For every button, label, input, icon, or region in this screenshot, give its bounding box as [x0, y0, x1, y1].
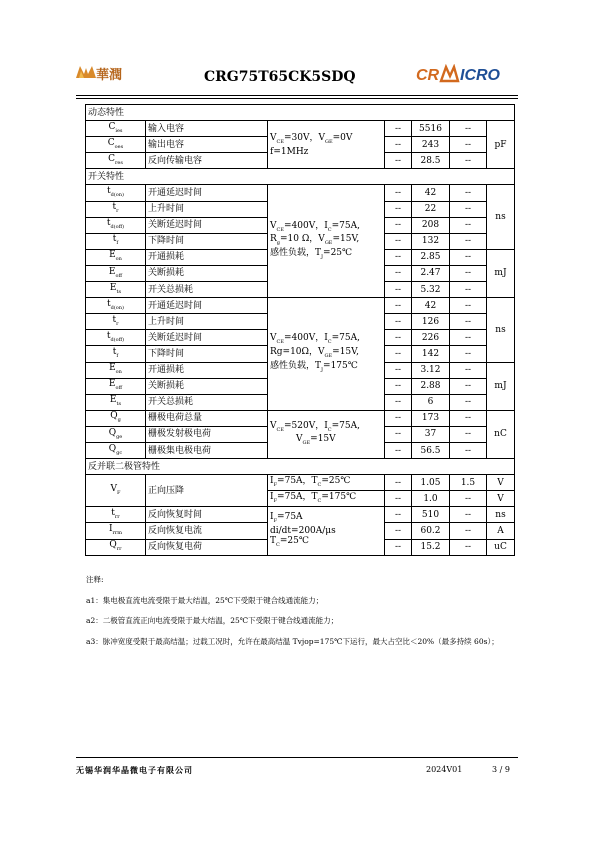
min-cell: --	[385, 330, 412, 346]
unit-cell: mJ	[487, 249, 515, 297]
min-cell: --	[385, 491, 412, 507]
typ-cell: 208	[412, 217, 450, 233]
symbol-cell: $E_{off}$	[86, 265, 146, 281]
param-name: 反向传输电容	[146, 153, 268, 169]
max-cell: --	[450, 330, 487, 346]
condition-cell: $I_F=75A$，$T_C=25℃$	[268, 475, 385, 491]
table-row	[86, 298, 515, 314]
table-row	[86, 121, 515, 137]
param-name: 关断损耗	[146, 265, 268, 281]
min-cell: --	[385, 378, 412, 394]
symbol-cell: $t_{d(on)}$	[86, 185, 146, 201]
typ-cell: 37	[412, 426, 450, 442]
min-cell: --	[385, 362, 412, 378]
condition-cell: $V_{CE}=400V$，$I_C=75A$, Rg=10Ω，$V_{GE}=15V$, 感性负载，$T_J=175℃$	[268, 298, 385, 411]
min-cell: --	[385, 539, 412, 555]
param-name: 反向恢复电流	[146, 523, 268, 539]
min-cell: --	[385, 475, 412, 491]
min-cell: --	[385, 346, 412, 362]
symbol-cell: $C_{ies}$	[86, 121, 146, 137]
typ-cell: 173	[412, 410, 450, 426]
symbol-cell: $E_{on}$	[86, 249, 146, 265]
symbol-cell: $E_{on}$	[86, 362, 146, 378]
typ-cell: 15.2	[412, 539, 450, 555]
unit-cell: ns	[487, 507, 515, 523]
min-cell: --	[385, 426, 412, 442]
typ-cell: 2.47	[412, 265, 450, 281]
max-cell: 1.5	[450, 475, 487, 491]
typ-cell: 22	[412, 201, 450, 217]
symbol-cell: $Q_{rr}$	[86, 539, 146, 555]
unit-cell: pF	[487, 121, 515, 169]
typ-cell: 126	[412, 314, 450, 330]
param-name: 反向恢复电荷	[146, 539, 268, 555]
param-name: 开关总损耗	[146, 394, 268, 410]
unit-cell: mJ	[487, 362, 515, 410]
symbol-cell: $E_{ts}$	[86, 282, 146, 298]
min-cell: --	[385, 523, 412, 539]
unit-cell: uC	[487, 539, 515, 555]
crmicro-logo-icon	[416, 64, 516, 86]
symbol-cell: $E_{off}$	[86, 378, 146, 394]
param-name: 关断延迟时间	[146, 330, 268, 346]
max-cell: --	[450, 491, 487, 507]
param-name: 输入电容	[146, 121, 268, 137]
typ-cell: 3.12	[412, 362, 450, 378]
typ-cell: 2.88	[412, 378, 450, 394]
symbol-cell: $t_{d(on)}$	[86, 298, 146, 314]
max-cell: --	[450, 185, 487, 201]
typ-cell: 142	[412, 346, 450, 362]
max-cell: --	[450, 121, 487, 137]
typ-cell: 42	[412, 298, 450, 314]
table-row	[86, 507, 515, 523]
param-name: 栅极电荷总量	[146, 410, 268, 426]
typ-cell: 28.5	[412, 153, 450, 169]
spec-table	[85, 104, 515, 556]
min-cell: --	[385, 249, 412, 265]
max-cell: --	[450, 346, 487, 362]
param-name: 栅极集电极电荷	[146, 442, 268, 458]
min-cell: --	[385, 185, 412, 201]
param-name: 上升时间	[146, 201, 268, 217]
max-cell: --	[450, 362, 487, 378]
param-name: 开关总损耗	[146, 282, 268, 298]
symbol-cell: $t_{rr}$	[86, 507, 146, 523]
max-cell: --	[450, 137, 487, 153]
param-name: 正向压降	[146, 475, 268, 507]
max-cell: --	[450, 282, 487, 298]
max-cell: --	[450, 217, 487, 233]
typ-cell: 510	[412, 507, 450, 523]
unit-cell: A	[487, 523, 515, 539]
max-cell: --	[450, 153, 487, 169]
max-cell: --	[450, 523, 487, 539]
max-cell: --	[450, 378, 487, 394]
min-cell: --	[385, 217, 412, 233]
typ-cell: 243	[412, 137, 450, 153]
param-name: 下降时间	[146, 346, 268, 362]
symbol-cell: $t_r$	[86, 201, 146, 217]
unit-cell: ns	[487, 298, 515, 362]
unit-cell: ns	[487, 185, 515, 249]
min-cell: --	[385, 153, 412, 169]
symbol-cell: $V_F$	[86, 475, 146, 507]
symbol-cell: $I_{rrm}$	[86, 523, 146, 539]
huarun-logo-icon	[76, 62, 96, 80]
max-cell: --	[450, 314, 487, 330]
condition-cell: $V_{CE}=520V$，$I_C=75A$, $V_{GE}=15V$	[268, 410, 385, 458]
param-name: 反向恢复时间	[146, 507, 268, 523]
typ-cell: 5516	[412, 121, 450, 137]
page-number: 3 / 9	[492, 765, 510, 774]
symbol-cell: $Q_g$	[86, 410, 146, 426]
max-cell: --	[450, 507, 487, 523]
svg-text:CR: CR	[416, 67, 440, 84]
param-name: 关断延迟时间	[146, 217, 268, 233]
symbol-cell: $Q_{gc}$	[86, 442, 146, 458]
condition-cell: $I_F=75A$ di/dt=200A/μs $T_C=25℃$	[268, 507, 385, 555]
min-cell: --	[385, 233, 412, 249]
symbol-cell: $C_{oes}$	[86, 137, 146, 153]
max-cell: --	[450, 394, 487, 410]
huarun-logo	[76, 62, 136, 82]
table-row	[86, 185, 515, 201]
section-diode: 反并联二极管特性	[86, 459, 515, 475]
condition-cell: $I_F=75A$，$T_C=175℃$	[268, 491, 385, 507]
max-cell: --	[450, 265, 487, 281]
note-a3: a3：脉冲宽度受限于最高结温；过载工况时，允许在最高结温 Tvjop=175℃下运行，最大占空比＜20%（最多持续 60s）；	[86, 636, 499, 646]
page-header	[76, 62, 518, 92]
max-cell: --	[450, 442, 487, 458]
symbol-cell: $t_{d(off)}$	[86, 330, 146, 346]
max-cell: --	[450, 410, 487, 426]
min-cell: --	[385, 410, 412, 426]
header-rule	[76, 95, 518, 96]
min-cell: --	[385, 507, 412, 523]
param-name: 输出电容	[146, 137, 268, 153]
symbol-cell: $Q_{ge}$	[86, 426, 146, 442]
section-dynamic: 动态特性	[86, 105, 515, 121]
typ-cell: 2.85	[412, 249, 450, 265]
symbol-cell: $t_{d(off)}$	[86, 217, 146, 233]
table-row	[86, 475, 515, 491]
param-name: 上升时间	[146, 314, 268, 330]
max-cell: --	[450, 249, 487, 265]
min-cell: --	[385, 442, 412, 458]
param-name: 开通延迟时间	[146, 185, 268, 201]
condition-cell: $V_{CE}=400V$，$I_C=75A$, $R_g=10$ Ω，$V_{GE}=15V$, 感性负载，$T_J=25℃$	[268, 185, 385, 298]
typ-cell: 226	[412, 330, 450, 346]
symbol-cell: $t_f$	[86, 233, 146, 249]
max-cell: --	[450, 426, 487, 442]
footer-version: 2024V01	[426, 765, 463, 774]
typ-cell: 6	[412, 394, 450, 410]
unit-cell: nC	[487, 410, 515, 458]
footer-rule	[76, 757, 518, 758]
footer-company: 无锡华润华晶微电子有限公司	[76, 766, 193, 775]
logo-text: 華潤	[96, 68, 123, 83]
part-number: CRG75T65CK5SDQ	[204, 69, 356, 85]
typ-cell: 56.5	[412, 442, 450, 458]
min-cell: --	[385, 265, 412, 281]
note-a2: a2：二极管直流正向电流受限于最大结温，25℃下受限于键合线通流能力；	[86, 616, 339, 625]
max-cell: --	[450, 201, 487, 217]
typ-cell: 1.05	[412, 475, 450, 491]
typ-cell: 60.2	[412, 523, 450, 539]
crmicro-logo	[416, 64, 516, 84]
param-name: 开通损耗	[146, 249, 268, 265]
max-cell: --	[450, 233, 487, 249]
param-name: 开通损耗	[146, 362, 268, 378]
unit-cell: V	[487, 475, 515, 491]
notes-title: 注释:	[86, 575, 104, 584]
param-name: 开通延迟时间	[146, 298, 268, 314]
typ-cell: 5.32	[412, 282, 450, 298]
svg-text:ICRO: ICRO	[460, 67, 500, 84]
symbol-cell: $t_f$	[86, 346, 146, 362]
max-cell: --	[450, 298, 487, 314]
param-name: 下降时间	[146, 233, 268, 249]
min-cell: --	[385, 201, 412, 217]
table-row	[86, 410, 515, 426]
symbol-cell: $E_{ts}$	[86, 394, 146, 410]
notes	[86, 575, 526, 657]
min-cell: --	[385, 394, 412, 410]
min-cell: --	[385, 121, 412, 137]
min-cell: --	[385, 137, 412, 153]
max-cell: --	[450, 539, 487, 555]
note-a1: a1：集电极直流电流受限于最大结温，25℃下受限于键合线通流能力；	[86, 595, 324, 605]
unit-cell: V	[487, 491, 515, 507]
min-cell: --	[385, 282, 412, 298]
section-switching: 开关特性	[86, 169, 515, 185]
condition-cell: $V_{CE}=30V$，$V_{GE}=0V$ f=1MHz	[268, 121, 385, 169]
param-name: 关断损耗	[146, 378, 268, 394]
typ-cell: 1.0	[412, 491, 450, 507]
header-rule-thin	[76, 98, 518, 99]
typ-cell: 132	[412, 233, 450, 249]
typ-cell: 42	[412, 185, 450, 201]
min-cell: --	[385, 298, 412, 314]
min-cell: --	[385, 314, 412, 330]
symbol-cell: $C_{res}$	[86, 153, 146, 169]
symbol-cell: $t_r$	[86, 314, 146, 330]
param-name: 栅极发射极电荷	[146, 426, 268, 442]
